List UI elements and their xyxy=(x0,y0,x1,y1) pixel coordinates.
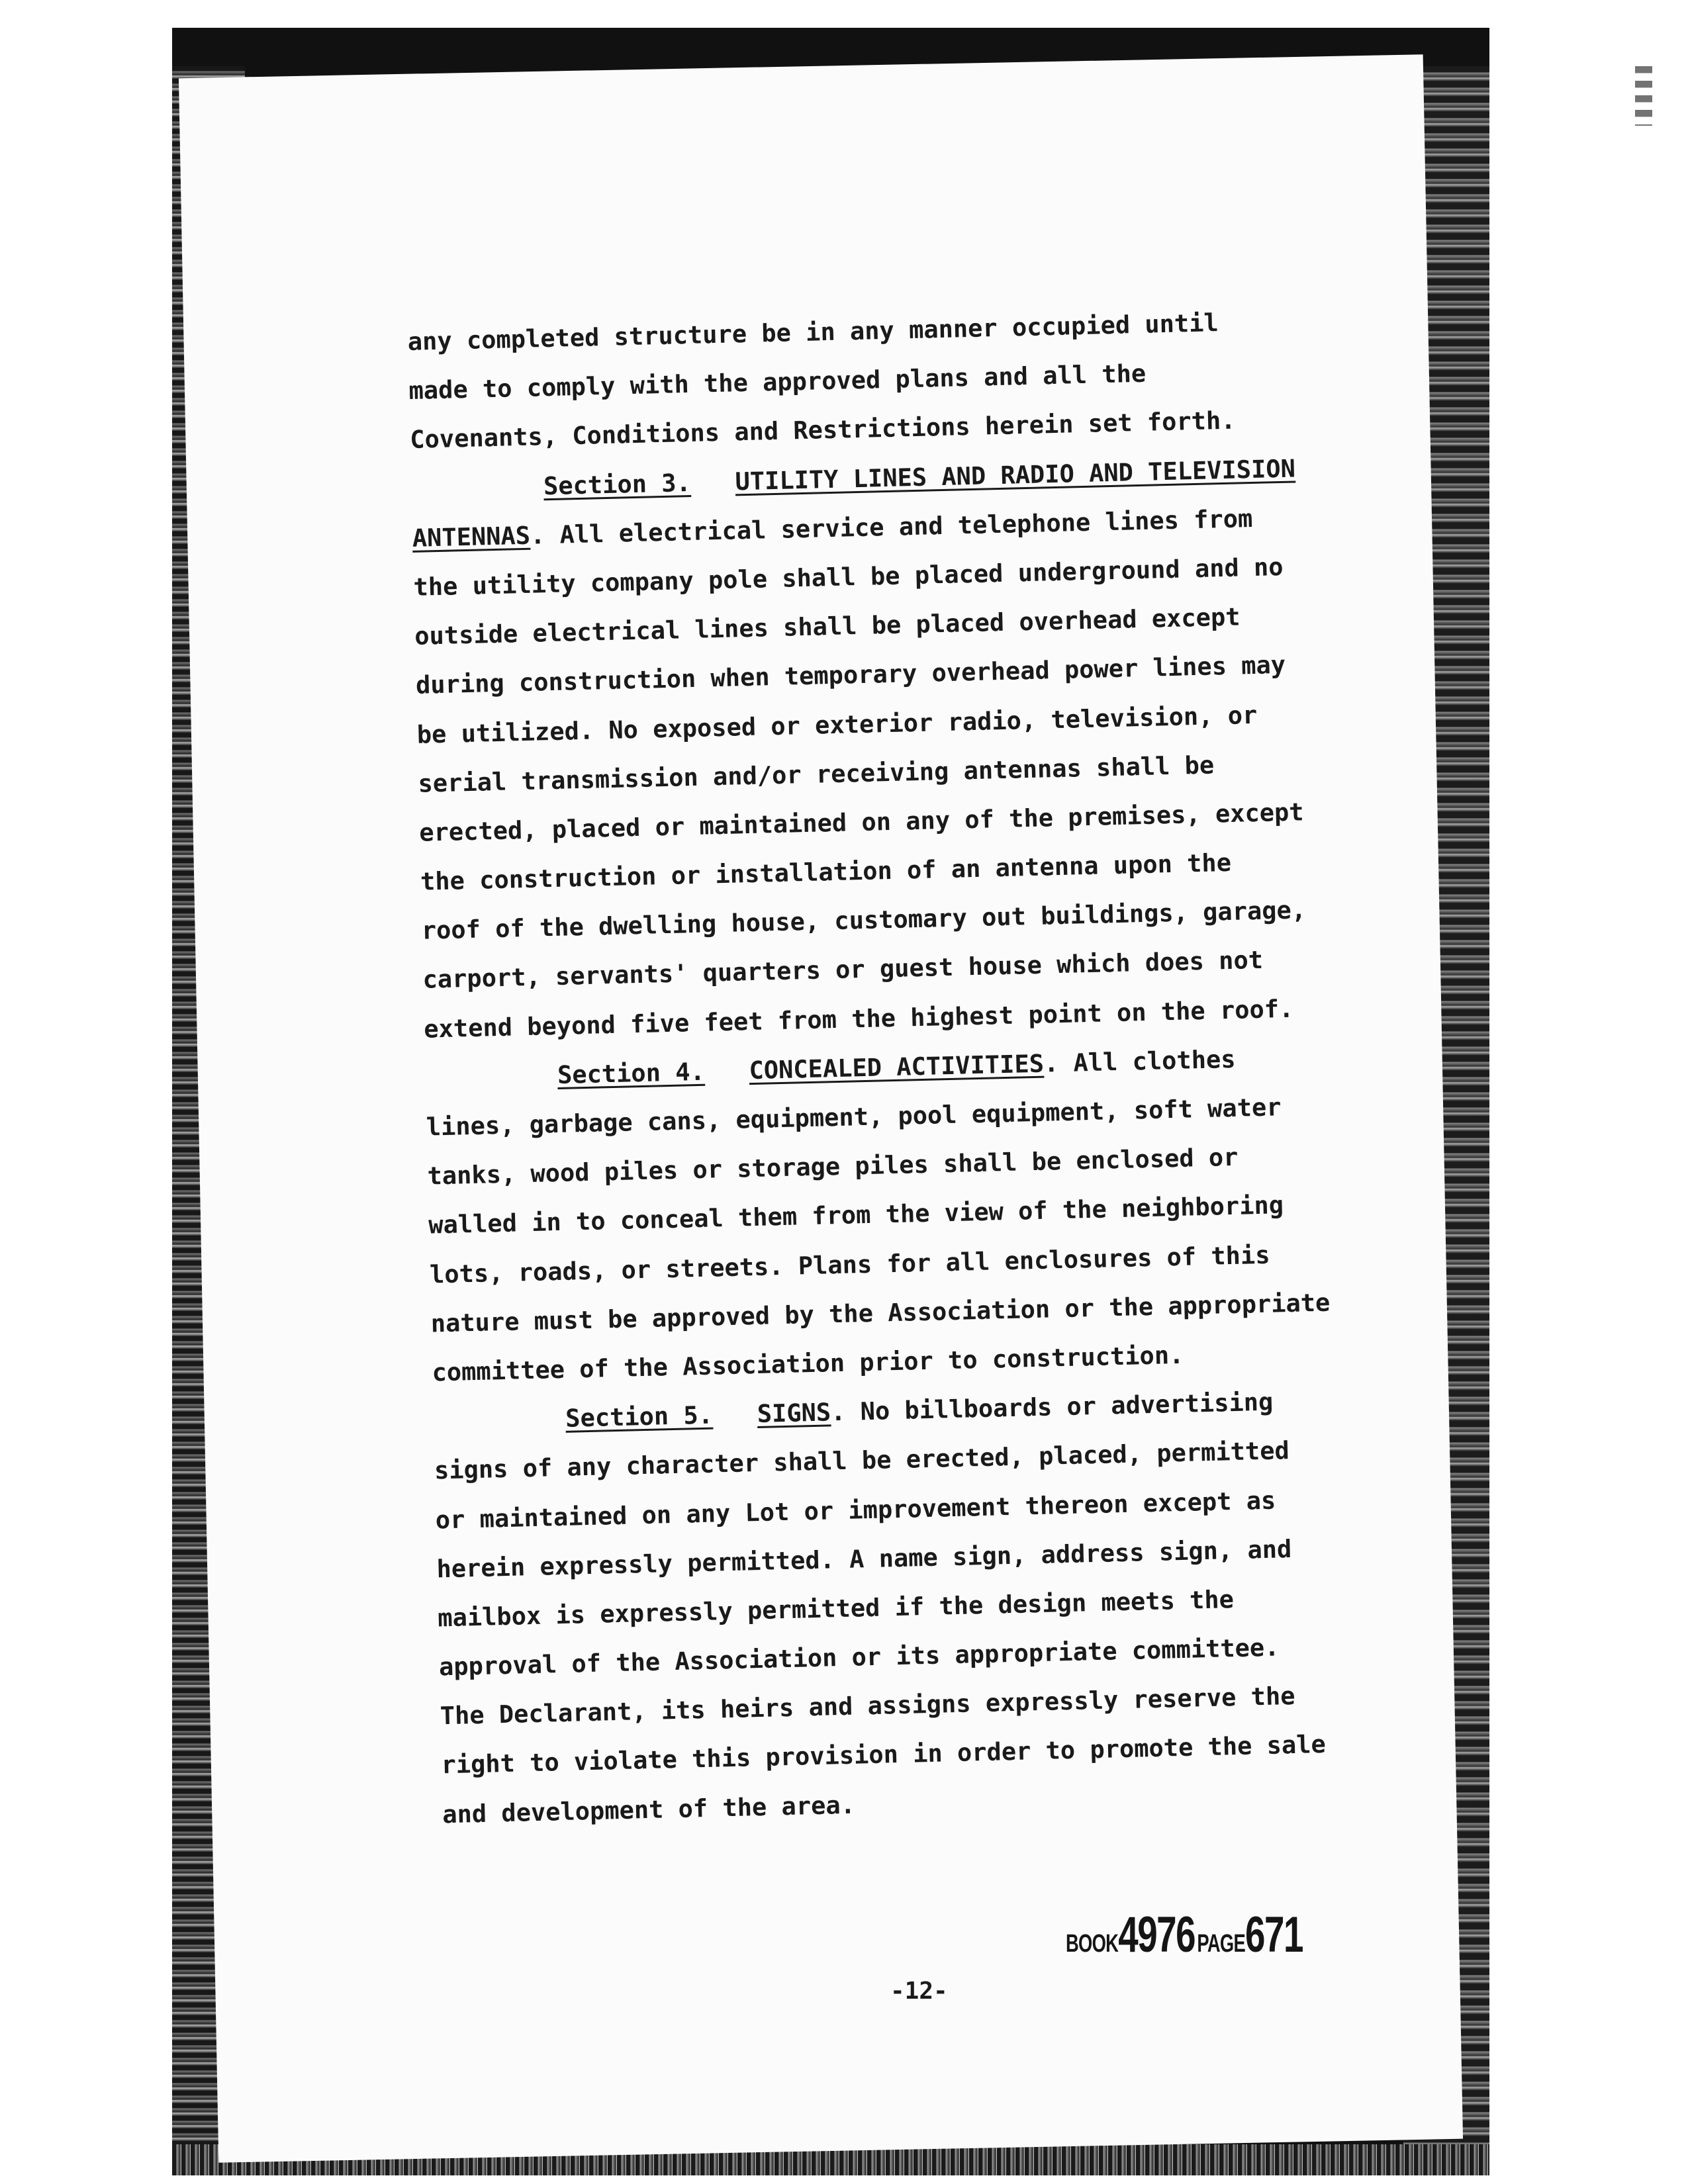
section-3-line: outside electrical lines shall be placed overhead except xyxy=(414,602,1241,651)
margin-mark xyxy=(1635,66,1652,126)
section-4-title: CONCEALED ACTIVITIES xyxy=(749,1049,1045,1085)
section-4-label: Section 4. xyxy=(557,1057,706,1089)
stamp-page-number: 671 xyxy=(1245,1907,1303,1963)
section-5-line: The Declarant, its heirs and assigns expressly reserve the xyxy=(440,1682,1295,1731)
section-4-line: lines, garbage cans, equipment, pool equipment, soft water xyxy=(426,1093,1282,1142)
section-4-text: . All clothes xyxy=(1043,1044,1236,1078)
section-4-line: tanks, wood piles or storage piles shall be enclosed or xyxy=(427,1142,1239,1191)
section-5-line: right to violate this provision in order to promote the sale xyxy=(441,1730,1327,1780)
section-3-title: UTILITY LINES AND RADIO AND TELEVISION xyxy=(735,454,1296,496)
section-3-text: . All electrical service and telephone lines from xyxy=(530,504,1253,550)
section-3-title-continued: ANTENNAS xyxy=(412,521,531,553)
section-4-line: nature must be approved by the Association or the appropriate xyxy=(430,1288,1331,1338)
section-3-line: during construction when temporary overhead power lines may xyxy=(415,651,1286,700)
section-3-line: roof of the dwelling house, customary out buildings, garage, xyxy=(421,895,1307,945)
section-5-label: Section 5. xyxy=(565,1400,714,1433)
section-5-line: herein expressly permitted. A name sign, address sign, and xyxy=(436,1534,1292,1584)
section-3-line: the construction or installation of an antenna upon the xyxy=(420,848,1232,896)
section-5-line: approval of the Association or its appropriate committee. xyxy=(438,1633,1280,1682)
section-5-title: SIGNS xyxy=(757,1398,831,1429)
section-3-line: carport, servants' quarters or guest house which does not xyxy=(422,946,1264,995)
section-4-line: committee of the Association prior to construction. xyxy=(432,1340,1184,1387)
body-line: any completed structure be in any manner occupied until xyxy=(407,308,1219,356)
section-5-line: or maintained on any Lot or improvement thereon except as xyxy=(435,1486,1276,1534)
page-label: PAGE xyxy=(1197,1930,1246,1958)
section-5-line: signs of any character shall be erected, placed, permitted xyxy=(434,1436,1290,1485)
section-3-label: Section 3. xyxy=(543,468,692,500)
section-3-line: the utility company pole shall be placed underground and no xyxy=(413,552,1284,602)
document-body xyxy=(407,295,1396,1839)
body-line: Covenants, Conditions and Restrictions herein set forth. xyxy=(409,406,1236,455)
page-number: -12- xyxy=(890,1978,948,2005)
section-3-line: serial transmission and/or receiving antennas shall be xyxy=(418,751,1215,798)
book-page-stamp xyxy=(1066,1906,1303,1964)
section-3-line: extend beyond five feet from the highest point on the roof. xyxy=(423,994,1294,1044)
section-5-text: . No billboards or advertising xyxy=(830,1387,1274,1427)
body-line: made to comply with the approved plans and all the xyxy=(408,359,1147,406)
section-3-line: be utilized. No exposed or exterior radio, television, or xyxy=(416,700,1258,749)
section-4-line: lots, roads, or streets. Plans for all enclosures of this xyxy=(429,1240,1270,1289)
section-4-line: walled in to conceal them from the view of the neighboring xyxy=(428,1191,1284,1240)
section-3-line: erected, placed or maintained on any of the premises, except xyxy=(418,797,1305,847)
book-label: BOOK xyxy=(1066,1930,1119,1958)
section-5-line: mailbox is expressly permitted if the design meets the xyxy=(437,1584,1235,1633)
book-number: 4976 xyxy=(1118,1907,1196,1963)
section-5-line: and development of the area. xyxy=(442,1790,856,1829)
